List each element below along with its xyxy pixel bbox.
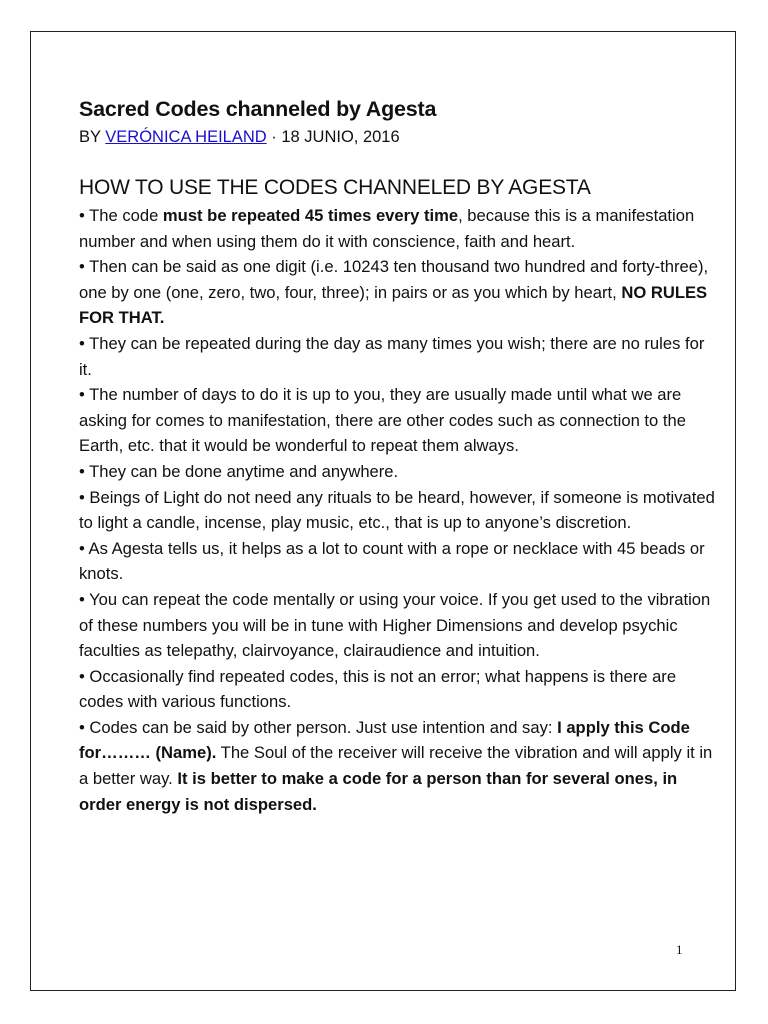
instruction-paragraph [79,459,719,485]
emphasis-text: NO RULES FOR THAT. [79,282,708,328]
publish-date: 18 JUNIO, 2016 [281,128,400,146]
paragraph-text: • The code [79,206,163,225]
paragraph-text: • They can be repeated during the day as many times you wish; there are no rules for it. [79,333,705,379]
emphasis-text: I apply this Code for……… (Name). [79,717,690,763]
paragraph-text: • Then can be said as one digit (i.e. 10243 ten thousand two hundred and forty-three), one by one (one, zero, two, four, three); in pairs or as you which by heart, [79,257,709,302]
instruction-paragraph [79,203,719,254]
instruction-paragraph [79,485,719,536]
paragraph-text: The Soul of the receiver will receive the vibration and will apply it in a better way. [79,743,713,789]
section-heading: HOW TO USE THE CODES CHANNELED BY AGESTA [79,176,591,199]
byline-prefix: BY [79,128,106,146]
paragraph-text: • As Agesta tells us, it helps as a lot to count with a rope or necklace with 45 beads or knots. [79,538,705,584]
instruction-paragraph [79,664,719,715]
paragraph-text: • Occasionally find repeated codes, this is not an error; what happens is there are codes with various functions. [79,666,677,712]
byline [79,123,719,151]
instruction-paragraph [79,331,719,382]
paragraph-text: • Codes can be said by other person. Just use intention and say: [79,717,558,737]
paragraph-text: • They can be done anytime and anywhere. [79,461,399,481]
emphasis-text: must be repeated 45 times every time [162,206,459,225]
instruction-paragraph [79,587,719,664]
instruction-paragraph [79,382,719,459]
paragraph-text: • The number of days to do it is up to you, they are usually made until what we are asking for comes to manifestation, there are other codes such as connection to the Earth, etc. that it would be wonderful to repeat them always. [79,385,686,456]
instruction-paragraph [79,254,719,331]
byline-separator: · [266,128,282,146]
page-number: 1 [676,942,683,957]
document-title: Sacred Codes channeled by Agesta [79,97,437,121]
emphasis-text: It is better to make a code for a person than for several ones, in order energy is not dispersed. [79,769,678,814]
document-content [79,95,719,817]
paragraph-text: • Beings of Light do not need any rituals to be heard, however, if someone is motivated to light a candle, incense, play music, etc., that is up to anyone’s discretion. [79,487,715,533]
paragraph-text: , because this is a manifestation number and when using them do it with conscience, faith and heart. [79,206,695,251]
paragraph-text: • You can repeat the code mentally or using your voice. If you get used to the vibration of these numbers you will be in tune with Higher Dimensions and develop psychic faculties as telepathy, clairvoyance, clairaudience and intuition. [79,589,711,661]
instruction-paragraph [79,536,719,587]
author-link[interactable]: VERÓNICA HEILAND [105,128,267,146]
instructions-list [79,203,719,817]
instruction-paragraph [79,715,719,817]
